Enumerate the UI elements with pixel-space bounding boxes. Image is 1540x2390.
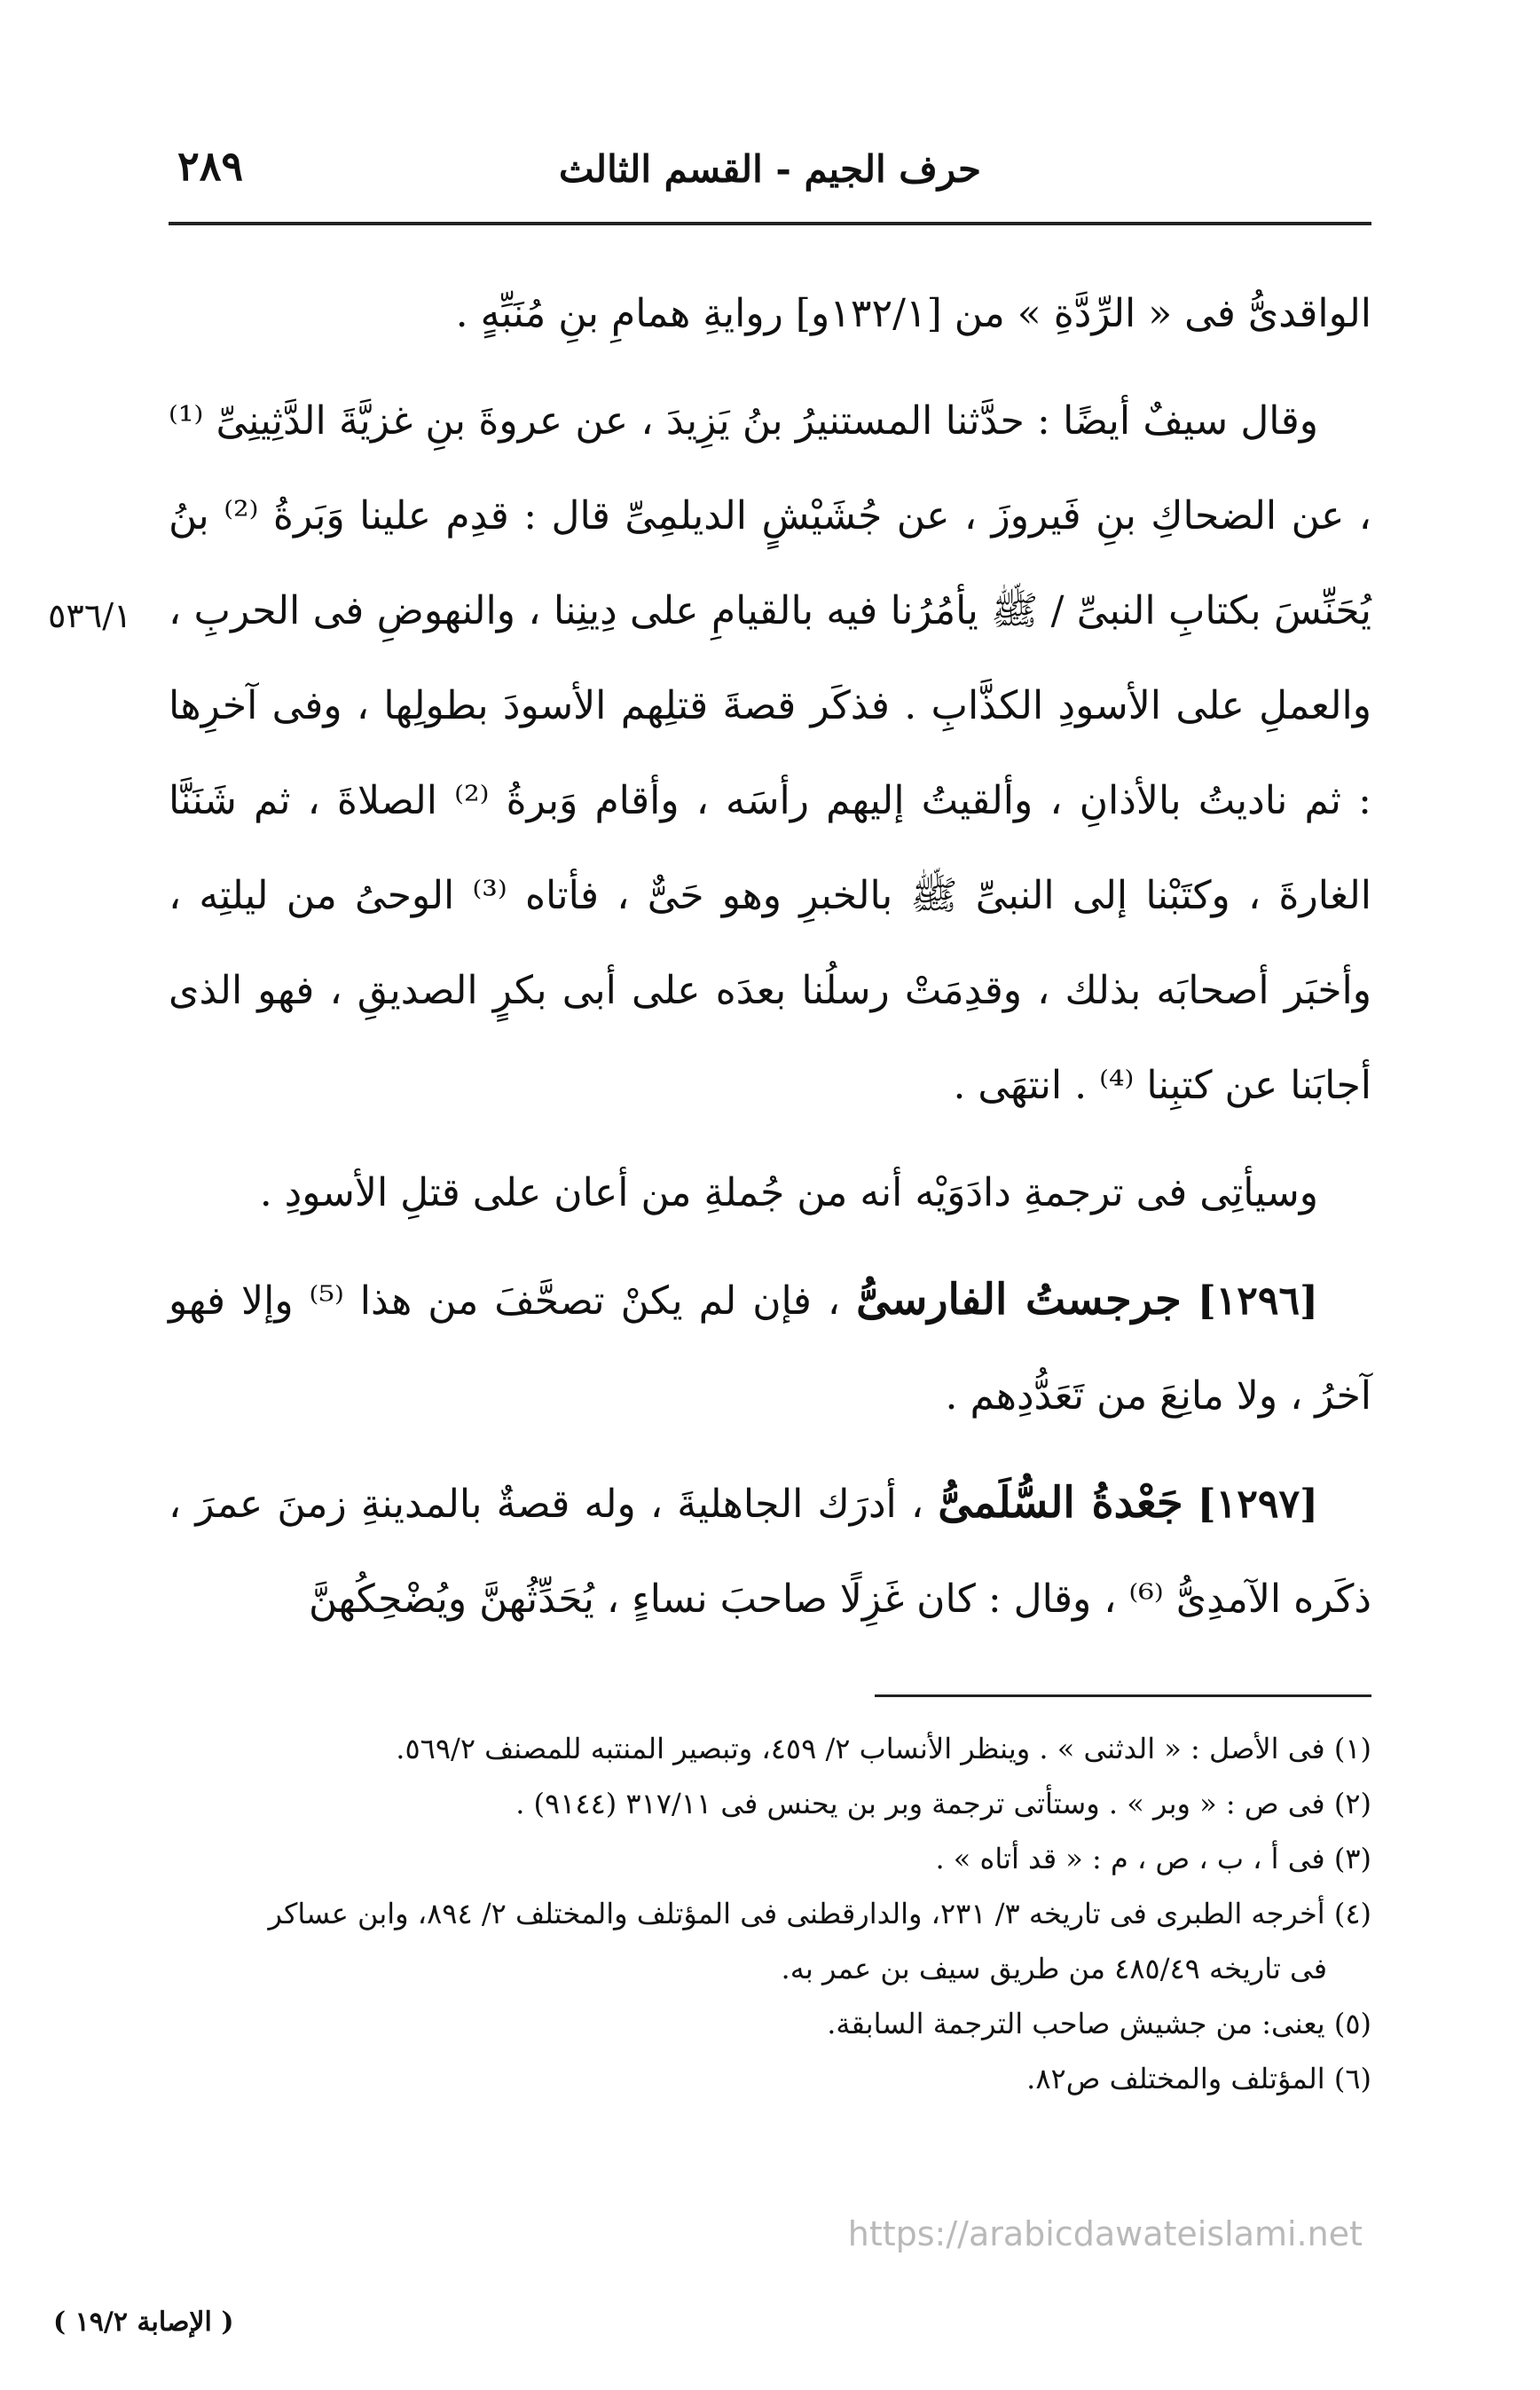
running-title: حرف الجيم - القسم الثالث [559, 147, 981, 191]
main-text [169, 266, 1371, 1659]
page-header [169, 142, 1371, 213]
footnote-rule [875, 1694, 1371, 1697]
paragraph: وقال سيفٌ أيضًا : حدَّثنا المستنيرُ بنُ يَزِيدَ ، عن عروةَ بنِ غزيَّةَ الدَّثِينِىِّ ⁽¹⁾ ، عن الضحاكِ بنِ فَيروزَ ، عن جُشَيْشٍ الديلمِىِّ قال : قدِم علينا وَبَرةُ ⁽²⁾ بنُ يُحَنِّسَ بكتابِ النبىِّ / ﷺ يأمُرُنا فيه بالقيامِ على دِينِنا ، والنهوضِ فى الحربِ ، والعملِ على الأسودِ الكذَّابِ . فذكَر قصةَ قتلِهم الأسودَ بطولِها ، وفى آخرِها : ثم ناديتُ بالأذانِ ، وألقيتُ إليهم رأسَه ، وأقام وَبرةُ ⁽²⁾ الصلاةَ ، ثم شَنَنَّا الغارةَ ، وكتَبْنا إلى النبىِّ ﷺ بالخبرِ وهو حَىٌّ ، فأتاه ⁽³⁾ الوحىُ من ليلتِه ، وأخبَر أصحابَه بذلك ، وقدِمَتْ رسلُنا بعدَه على أبى بكرٍ الصديقِ ، فهو الذى أجابَنا عن كتبِنا ⁽⁴⁾ . انتهَى . [169, 398, 1371, 1108]
footnote: (٢) فى ص : « وبر » . وستأتى ترجمة وبر بن يحنس فى ٣١٧/١١ (٩١٤٤) . [515, 1787, 1371, 1820]
entry-name: جرجستُ الفارسىُّ [856, 1275, 1182, 1325]
entry-1297 [169, 1456, 1371, 1647]
entry-number: [١٢٩٦] [1197, 1278, 1318, 1324]
watermark-url: https://arabicdawateislami.net [847, 2214, 1363, 2253]
entry-number: [١٢٩٧] [1197, 1482, 1318, 1527]
entry-1296 [169, 1253, 1371, 1443]
entry-name: جَعْدةُ السُّلَمىُّ [938, 1478, 1183, 1528]
header-rule [169, 222, 1371, 225]
footnote: (٤) أخرجه الطبرى فى تاريخه ٣/ ٢٣١، والدارقطنى فى المؤتلف والمختلف ٢/ ٨٩٤، وابن عساكر [268, 1897, 1371, 1930]
entry-text: ، فإن لم يكنْ تصحَّفَ من هذا ⁽⁵⁾ وإلا فهو آخرُ ، ولا مانِعَ من تَعَدُّدِهم . [169, 1278, 1371, 1419]
signature-mark: ( الإصابة ١٩/٢ ) [53, 2307, 234, 2338]
entry-text: ، أدرَك الجاهليةَ ، وله قصةٌ بالمدينةِ زمنَ عمرَ ، ذكَره الآمدِىُّ ⁽⁶⁾ ، وقال : كان غَزِلًا صاحبَ نساءٍ ، يُحَدِّثُهنَّ ويُضْحِكُهنَّ [169, 1482, 1371, 1622]
footnotes [169, 1721, 1371, 2106]
footnote: (١) فى الأصل : « الدثنى » . وينظر الأنساب ٢/ ٤٥٩، وتبصير المنتبه للمصنف ٥٦٩/٢. [396, 1732, 1371, 1765]
footnote: (٦) المؤتلف والمختلف ص٨٢. [1026, 2062, 1371, 2095]
footnote: (٥) يعنى: من جشيش صاحب الترجمة السابقة. [827, 2007, 1371, 2040]
footnote: (٣) فى أ ، ب ، ص ، م : « قد أتاه » . [935, 1842, 1371, 1875]
paragraph: وسيأتِى فى ترجمةِ دادَوَيْه أنه من جُملةِ من أعان على قتلِ الأسودِ . [259, 1170, 1318, 1215]
page-number: ٢٨٩ [177, 142, 244, 190]
footnote-continuation: فى تاريخه ٤٨٥/٤٩ من طريق سيف بن عمر به. [781, 1952, 1327, 1985]
margin-reference: ٥٣٦/١ [48, 596, 132, 635]
paragraph: الواقدىُّ فى « الرِّدَّةِ » من [١٣٢/١و] روايةِ همامِ بنِ مُنَبِّهٍ . [455, 291, 1371, 336]
